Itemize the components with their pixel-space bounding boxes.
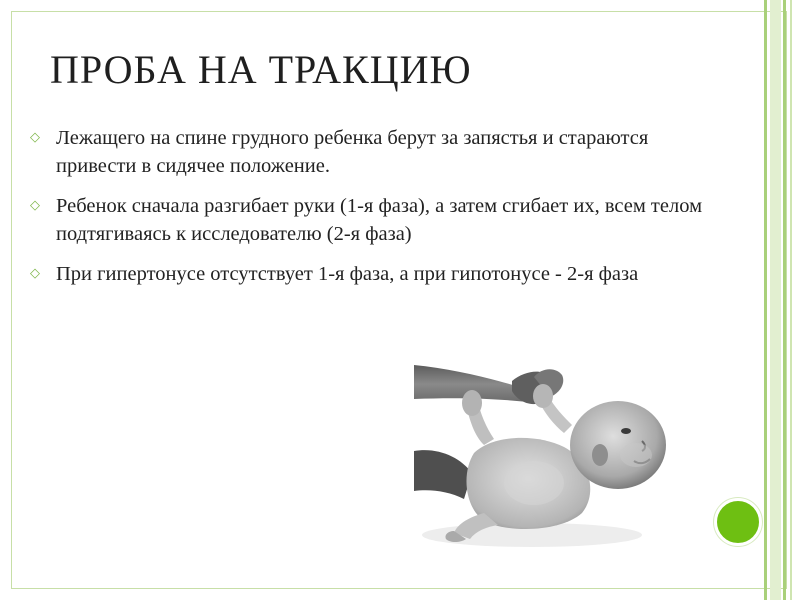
decor-bar [790, 0, 792, 600]
infant-traction-photo [414, 363, 672, 549]
bullet-text: Ребенок сначала разгибает руки (1-я фаза), а затем сгибает их, всем телом подтягиваясь к исследователю (2-я фаза) [56, 195, 703, 245]
decor-green-dot [714, 498, 762, 546]
hollow-diamond-icon: ◇ [30, 266, 40, 281]
bullet-list [30, 124, 730, 300]
bullet-item [30, 192, 730, 248]
bullet-text: При гипертонусе отсутствует 1-я фаза, а при гипотонусе - 2-я фаза [56, 263, 639, 285]
bullet-item [30, 260, 730, 288]
hollow-diamond-icon: ◇ [30, 130, 40, 145]
decor-bar [764, 0, 767, 600]
slide-title: ПРОБА НА ТРАКЦИЮ [50, 47, 472, 92]
bullet-text: Лежащего на спине грудного ребенка берут за запястья и стараются привести в сидячее положение. [56, 127, 649, 177]
decor-bar [770, 0, 781, 600]
decor-bar [783, 0, 786, 600]
hollow-diamond-icon: ◇ [30, 198, 40, 213]
bullet-item [30, 124, 730, 180]
photo-illustration [414, 363, 672, 549]
